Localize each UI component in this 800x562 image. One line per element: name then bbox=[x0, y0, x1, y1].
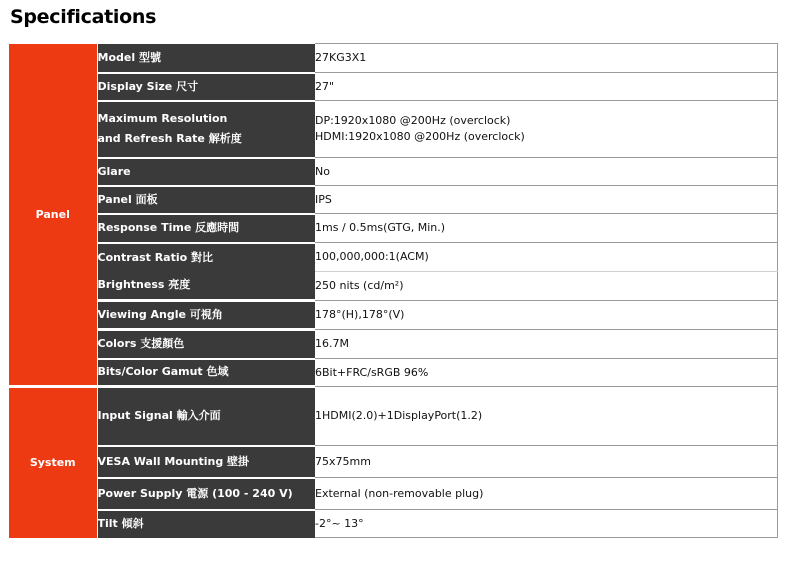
spec-label bbox=[97, 101, 315, 158]
spec-value: IPS bbox=[315, 186, 777, 214]
spec-table bbox=[9, 43, 778, 538]
table-row bbox=[9, 510, 777, 538]
spec-value: External (non-removable plug) bbox=[315, 478, 777, 510]
spec-label: Brightness 亮度 bbox=[97, 272, 315, 301]
table-row bbox=[9, 158, 777, 186]
spec-label: VESA Wall Mounting 壁掛 bbox=[97, 446, 315, 478]
spec-value-line: HDMI:1920x1080 @200Hz (overclock) bbox=[315, 130, 525, 143]
table-row bbox=[9, 243, 777, 272]
group-system: System bbox=[9, 387, 97, 538]
table-row bbox=[9, 301, 777, 330]
spec-label: Bits/Color Gamut 色域 bbox=[97, 359, 315, 387]
spec-label: Tilt 傾斜 bbox=[97, 510, 315, 538]
spec-value: 6Bit+FRC/sRGB 96% bbox=[315, 359, 777, 387]
spec-label-line: Maximum Resolution bbox=[97, 112, 228, 125]
spec-label: Contrast Ratio 對比 bbox=[97, 243, 315, 272]
table-row bbox=[9, 44, 777, 73]
group-panel: Panel bbox=[9, 44, 97, 387]
spec-value-line: DP:1920x1080 @200Hz (overclock) bbox=[315, 114, 511, 127]
spec-value: -2°~ 13° bbox=[315, 510, 777, 538]
spec-label: Model 型號 bbox=[97, 44, 315, 73]
spec-label: Power Supply 電源 (100 - 240 V) bbox=[97, 478, 315, 510]
spec-value: 27" bbox=[315, 73, 777, 101]
table-row bbox=[9, 359, 777, 387]
spec-value: 75x75mm bbox=[315, 446, 777, 478]
table-row bbox=[9, 186, 777, 214]
spec-label: Viewing Angle 可視角 bbox=[97, 301, 315, 330]
table-row bbox=[9, 272, 777, 301]
table-row bbox=[9, 330, 777, 359]
spec-value: 250 nits (cd/m²) bbox=[315, 272, 777, 301]
spec-value: No bbox=[315, 158, 777, 186]
spec-label: Colors 支援顏色 bbox=[97, 330, 315, 359]
spec-value: 27KG3X1 bbox=[315, 44, 777, 73]
spec-label: Glare bbox=[97, 158, 315, 186]
spec-value: 1HDMI(2.0)+1DisplayPort(1.2) bbox=[315, 387, 777, 446]
spec-value: 16.7M bbox=[315, 330, 777, 359]
spec-label: Response Time 反應時間 bbox=[97, 214, 315, 243]
spec-value bbox=[315, 101, 777, 158]
table-row bbox=[9, 387, 777, 446]
spec-label: Input Signal 輸入介面 bbox=[97, 387, 315, 446]
spec-value: 100,000,000:1(ACM) bbox=[315, 243, 777, 272]
spec-label: Panel 面板 bbox=[97, 186, 315, 214]
spec-label: Display Size 尺寸 bbox=[97, 73, 315, 101]
table-row bbox=[9, 101, 777, 158]
table-row bbox=[9, 73, 777, 101]
page-title: Specifications bbox=[10, 6, 157, 28]
spec-value: 178°(H),178°(V) bbox=[315, 301, 777, 330]
table-row bbox=[9, 478, 777, 510]
table-row bbox=[9, 446, 777, 478]
spec-value: 1ms / 0.5ms(GTG, Min.) bbox=[315, 214, 777, 243]
table-row bbox=[9, 214, 777, 243]
spec-label-line: and Refresh Rate 解析度 bbox=[97, 132, 242, 145]
